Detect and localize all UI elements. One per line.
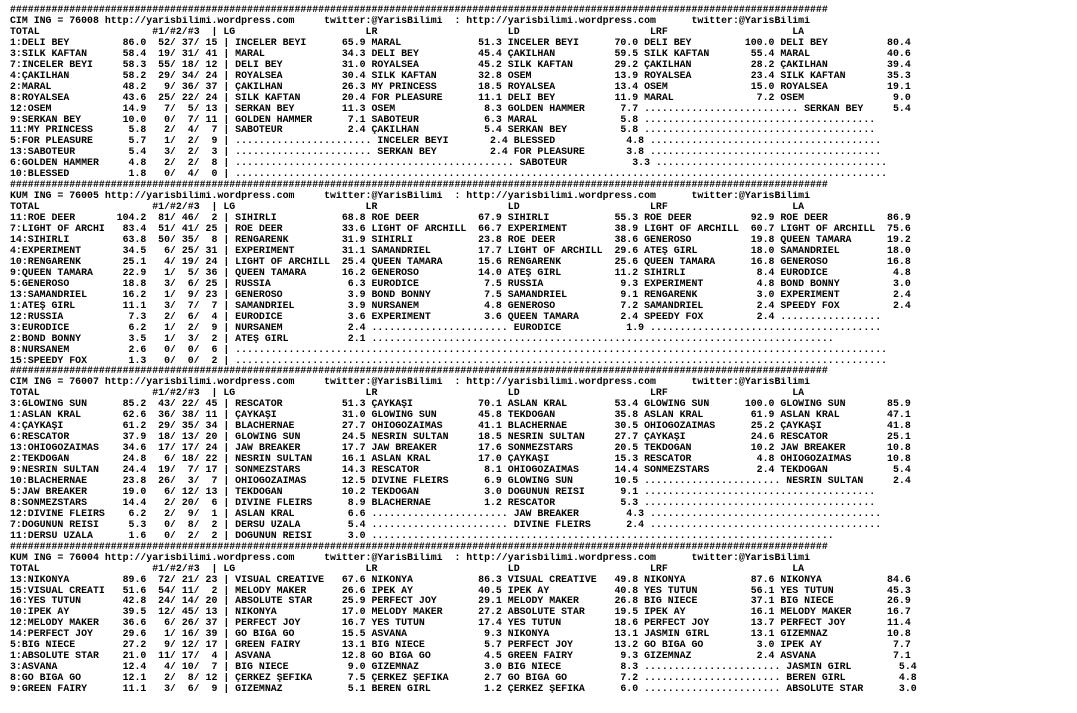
text-line: 6:RESCATOR 37.9 18/ 13/ 20 | GLOWING SUN 24.5 NESRİN SULTAN 18.5 NESRİN SULTAN 27.7 ÇAYKAŞI 24.6 RESCATOR 25.1 bbox=[10, 432, 911, 443]
text-line: 3:SILK KAFTAN 58.4 19/ 31/ 41 | MARAL 34.3 DELİ BEY 45.4 ÇAKILHAN 59.5 SILK KAFTAN 55.4 MARAL 40.6 bbox=[10, 48, 911, 59]
text-line: 8:GO BIGA GO 12.1 2/ 8/ 12 | ÇERKEZ ŞEFİKA 7.5 ÇERKEZ ŞEFİKA 2.7 GO BIGA GO 7.2 ....................... BEREN GIRL 4.8 bbox=[10, 673, 917, 684]
text-line: 7:İNCELER BEYİ 58.3 55/ 18/ 12 | DELİ BEY 31.0 ROYALSEA 45.2 SILK KAFTAN 29.2 ÇAKILHAN 28.2 ÇAKILHAN 39.4 bbox=[10, 59, 911, 70]
text-line: CIM ING = 76007 http://yarisbilimi.wordpress.com twitter:@YarisBilimi : http://yarisbilimi.wordpress.com twitter:@YarisBilimi bbox=[10, 377, 811, 388]
text-line: 6:GOLDEN HAMMER 4.8 2/ 2/ 8 | ............................................... SABOTEUR 3.3 ....................................... bbox=[10, 158, 888, 169]
text-line: 14:PERFECT JOY 29.6 1/ 16/ 39 | GO BIGA GO 15.5 ASVANA 9.3 NIKONYA 13.1 JASMIN GIRL 13.1 GİZEMNAZ 10.8 bbox=[10, 629, 911, 640]
text-line: 15:SPEEDY FOX 1.3 0/ 0/ 2 | .............................................................................................................. bbox=[10, 355, 888, 366]
text-line: 12:DIVINE FLEIRS 6.2 2/ 9/ 1 | ASLAN KRAL 6.6 ....................... JAW BREAKER 4.3 ....................................... bbox=[10, 508, 882, 519]
text-line: 9:SERKAN BEY 10.0 0/ 7/ 11 | GOLDEN HAMMER 7.1 SABOTEUR 6.3 MARAL 5.8 ....................................... bbox=[10, 114, 876, 125]
text-line: 5:GENEROSO 18.8 3/ 6/ 25 | RUSSIA 6.3 EURODICE 7.5 RUSSIA 9.3 EXPERIMENT 4.8 BOND BONNY 3.0 bbox=[10, 278, 911, 289]
text-line: 1:ATEŞ GIRL 11.1 3/ 7/ 7 | SAMANDRIEL 3.9 NURSANEM 4.8 GENEROSO 7.2 SAMANDRIEL 2.4 SPEEDY FOX 2.4 bbox=[10, 300, 911, 311]
text-line: 11:MY PRINCESS 5.8 2/ 4/ 7 | SABOTEUR 2.4 ÇAKILHAN 5.4 SERKAN BEY 5.8 ....................................... bbox=[10, 125, 876, 136]
text-line: 7:LIGHT OF ARCHI 83.4 51/ 41/ 25 | ROE DEER 33.6 LIGHT OF ARCHILL 66.7 EXPERIMENT 38.9 LIGHT OF ARCHILL 60.7 LIGHT OF ARCHILL 75.6 bbox=[10, 224, 911, 235]
text-line: 10:BLACHERNAE 23.8 26/ 3/ 7 | OHIOGOZAIMAS 12.5 DIVINE FLEIRS 6.9 GLOWING SUN 10.5 ....................... NESRİN SULTAN 2.4 bbox=[10, 475, 911, 486]
text-line: 8:ROYALSEA 43.6 25/ 22/ 24 | SILK KAFTAN 20.4 FOR PLEASURE 11.1 DELİ BEY 11.9 MARAL 7.2 ÖSEM 9.0 bbox=[10, 92, 911, 103]
text-line: TOTAL #1/#2/#3 | LG LR LD LRF LA bbox=[10, 202, 805, 213]
text-line: TOTAL #1/#2/#3 | LG LR LD LRF LA bbox=[10, 563, 805, 574]
text-line: KUM ING = 76004 http://yarisbilimi.wordpress.com twitter:@YarisBilimi : http://yarisbilimi.wordpress.com twitter:@YarisBilimi bbox=[10, 552, 811, 563]
text-line: CIM ING = 76008 http://yarisbilimi.wordpress.com twitter:@YarisBilimi : http://yarisbilimi.wordpress.com twitter:@YarisBilimi bbox=[10, 15, 811, 26]
text-line: 10:BLESSED 1.8 0/ 4/ 0 | .............................................................................................................. bbox=[10, 169, 888, 180]
text-line: 10:RENGARENK 25.1 4/ 19/ 24 | LIGHT OF ARCHILL 25.4 QUEEN TAMARA 15.6 RENGARENK 25.6 QUEEN TAMARA 16.8 GENEROSO 16.8 bbox=[10, 256, 911, 267]
text-line: TOTAL #1/#2/#3 | LG LR LD LRF LA bbox=[10, 26, 805, 37]
text-line: 9:NESRİN SULTAN 24.4 19/ 7/ 17 | SÖNMEZSTARS 14.3 RESCATOR 8.1 OHIOGOZAIMAS 14.4 SÖNMEZSTARS 2.4 TEKDOĞAN 5.4 bbox=[10, 465, 911, 476]
text-line: 11:ROE DEER 104.2 81/ 46/ 2 | SİHİRLİ 68.8 ROE DEER 67.9 SİHİRLİ 55.3 ROE DEER 92.9 ROE DEER 86.9 bbox=[10, 213, 911, 224]
text-line: 16:YES TÜTÜN 42.8 24/ 14/ 20 | ABSOLUTE STAR 25.9 PERFECT JOY 29.1 MELODY MAKER 26.8 BIG NIECE 37.1 BIG NIECE 26.9 bbox=[10, 596, 911, 607]
text-line: 14:SİHİRLİ 63.8 50/ 35/ 8 | RENGARENK 31.9 SİHİRLİ 23.8 ROE DEER 38.6 GENEROSO 19.8 QUEEN TAMARA 19.2 bbox=[10, 235, 911, 246]
text-line: 5:FOR PLEASURE 5.7 1/ 2/ 9 | ....................... İNCELER BEYİ 2.4 BLESSED 4.8 ....................................... bbox=[10, 136, 882, 147]
text-line: 11:DERSU UZALA 1.6 0/ 2/ 2 | DOĞUNUN REİSİ 3.0 .............................................................................. bbox=[10, 530, 834, 541]
text-line: ########################################################################################################################################## bbox=[10, 5, 828, 15]
text-line: 1:DELİ BEY 86.0 52/ 37/ 15 | İNCELER BEYİ 65.9 MARAL 51.3 İNCELER BEYİ 70.0 DELİ BEY 100.0 DELİ BEY 80.4 bbox=[10, 37, 911, 48]
text-line: 12:RUSSIA 7.3 2/ 6/ 4 | EURODICE 3.6 EXPERIMENT 3.6 QUEEN TAMARA 2.4 SPEEDY FOX 2.4 ................. bbox=[10, 311, 882, 322]
text-line: TOTAL #1/#2/#3 | LG LR LD LRF LA bbox=[10, 388, 805, 399]
text-line: 3:ASVANA 12.4 4/ 10/ 7 | BIG NIECE 9.0 GİZEMNAZ 3.0 BIG NIECE 8.3 ....................... JASMIN GIRL 5.4 bbox=[10, 662, 917, 673]
text-line: 13:SABOTEUR 5.4 3/ 2/ 3 | ....................... SERKAN BEY 2.4 FOR PLEASURE 3.8 ....................................... bbox=[10, 147, 882, 158]
text-line: 4:EXPERIMENT 34.5 6/ 25/ 31 | EXPERIMENT 31.1 SAMANDRIEL 17.7 LIGHT OF ARCHILL 29.6 ATEŞ GIRL 18.0 SAMANDRIEL 18.0 bbox=[10, 245, 911, 256]
text-line: 3:EURODICE 6.2 1/ 2/ 9 | NURSANEM 2.4 ....................... EURODICE 1.9 ....................................... bbox=[10, 322, 882, 333]
text-line: ########################################################################################################################################## bbox=[10, 541, 828, 552]
text-line: ########################################################################################################################################## bbox=[10, 180, 828, 191]
text-line: 8:SÖNMEZSTARS 14.4 2/ 20/ 6 | DIVINE FLEIRS 8.9 BLACHERNAE 1.2 RESCATOR 5.3 ....................................... bbox=[10, 497, 876, 508]
text-line: 12:MELODY MAKER 36.6 6/ 26/ 37 | PERFECT JOY 16.7 YES TÜTÜN 17.4 YES TÜTÜN 18.6 PERFECT JOY 13.7 PERFECT JOY 11.4 bbox=[10, 618, 911, 629]
text-line: 1:ASLAN KRAL 62.6 36/ 38/ 11 | ÇAYKAŞI 31.0 GLOWING SUN 45.8 TEKDOĞAN 35.8 ASLAN KRAL 61.9 ASLAN KRAL 47.1 bbox=[10, 410, 911, 421]
text-line: 2:MARAL 48.2 9/ 36/ 37 | ÇAKILHAN 26.3 MY PRINCESS 18.5 ROYALSEA 13.4 ÖSEM 15.0 ROYALSEA 19.1 bbox=[10, 81, 911, 92]
text-line: 5:BIG NIECE 27.2 9/ 12/ 17 | GREEN FAIRY 13.1 BIG NIECE 5.7 PERFECT JOY 13.2 GO BIGA GO 3.0 İPEK AY 7.7 bbox=[10, 640, 911, 651]
text-line: 13:SAMANDRIEL 16.2 1/ 9/ 23 | GENEROSO 3.9 BOND BONNY 7.5 SAMANDRIEL 9.1 RENGARENK 3.0 EXPERIMENT 2.4 bbox=[10, 289, 911, 300]
text-line: 12:ÖSEM 14.9 7/ 5/ 13 | SERKAN BEY 11.3 ÖSEM 8.3 GOLDEN HAMMER 7.7 .......................... SERKAN BEY 5.4 bbox=[10, 103, 911, 114]
text-line: 2:BOND BONNY 3.5 1/ 3/ 2 | ATEŞ GIRL 2.1 .............................................................................. bbox=[10, 333, 834, 344]
text-line: 3:GLOWING SUN 85.2 43/ 22/ 45 | RESCATOR 51.3 ÇAYKAŞI 70.1 ASLAN KRAL 53.4 GLOWING SUN 100.0 GLOWING SUN 85.9 bbox=[10, 399, 911, 410]
text-line: 1:ABSOLUTE STAR 21.0 11/ 17/ 4 | ASVANA 12.8 GO BIGA GO 4.5 GREEN FAIRY 9.3 GİZEMNAZ 2.4 ASVANA 7.1 bbox=[10, 651, 911, 662]
text-line: 13:NIKONYA 89.6 72/ 21/ 23 | VISUAL CREATIVE 67.6 NIKONYA 86.3 VISUAL CREATIVE 49.8 NIKONYA 87.6 NIKONYA 84.6 bbox=[10, 574, 911, 585]
text-line: 9:QUEEN TAMARA 22.9 1/ 5/ 36 | QUEEN TAMARA 16.2 GENEROSO 14.0 ATEŞ GIRL 11.2 SİHİRLİ 8.4 EURODICE 4.8 bbox=[10, 267, 911, 278]
text-line: ########################################################################################################################################## bbox=[10, 366, 828, 377]
text-line: KUM ING = 76005 http://yarisbilimi.wordpress.com twitter:@YarisBilimi : http://yarisbilimi.wordpress.com twitter:@YarisBilimi bbox=[10, 191, 811, 202]
text-line: 4:ÇAKILHAN 58.2 29/ 34/ 24 | ROYALSEA 30.4 SILK KAFTAN 32.8 ÖSEM 13.9 ROYALSEA 23.4 SILK KAFTAN 35.3 bbox=[10, 70, 911, 81]
text-line: 4:ÇAYKAŞI 61.2 29/ 35/ 34 | BLACHERNAE 27.7 OHIOGOZAIMAS 41.1 BLACHERNAE 30.5 OHIOGOZAIMAS 25.2 ÇAYKAŞI 41.8 bbox=[10, 421, 911, 432]
text-line: 13:OHIOGOZAIMAS 34.6 17/ 17/ 24 | JAW BREAKER 17.7 JAW BREAKER 17.6 SÖNMEZSTARS 20.5 TEKDOĞAN 10.2 JAW BREAKER 10.8 bbox=[10, 443, 911, 454]
text-line: 5:JAW BREAKER 19.0 6/ 12/ 13 | TEKDOĞAN 10.2 TEKDOĞAN 3.0 DOĞUNUN REİSİ 9.1 ....................................... bbox=[10, 486, 876, 497]
text-line: 15:VISUAL CREATI 51.6 54/ 11/ 2 | MELODY MAKER 26.6 İPEK AY 40.5 İPEK AY 40.8 YES TÜTÜN 56.1 YES TÜTÜN 45.3 bbox=[10, 585, 911, 596]
text-line: 9:GREEN FAIRY 11.1 3/ 6/ 9 | GİZEMNAZ 5.1 BEREN GIRL 1.2 ÇERKEZ ŞEFİKA 6.0 ....................... ABSOLUTE STAR 3.0 bbox=[10, 684, 917, 695]
text-line: 10:İPEK AY 39.5 12/ 45/ 13 | NIKONYA 17.0 MELODY MAKER 27.2 ABSOLUTE STAR 19.5 İPEK AY 16.1 MELODY MAKER 16.7 bbox=[10, 607, 911, 618]
text-line: 2:TEKDOĞAN 24.8 6/ 18/ 22 | NESRİN SULTAN 16.1 ASLAN KRAL 17.0 ÇAYKAŞI 15.3 RESCATOR 4.8 OHIOGOZAIMAS 10.8 bbox=[10, 454, 911, 465]
text-line: 8:NURSANEM 2.6 0/ 0/ 6 | .............................................................................................................. bbox=[10, 344, 888, 355]
text-line: 7:DOĞUNUN REİSİ 5.3 0/ 8/ 2 | DERSU UZALA 5.4 ....................... DIVINE FLEIRS 2.4 ....................................... bbox=[10, 519, 882, 530]
